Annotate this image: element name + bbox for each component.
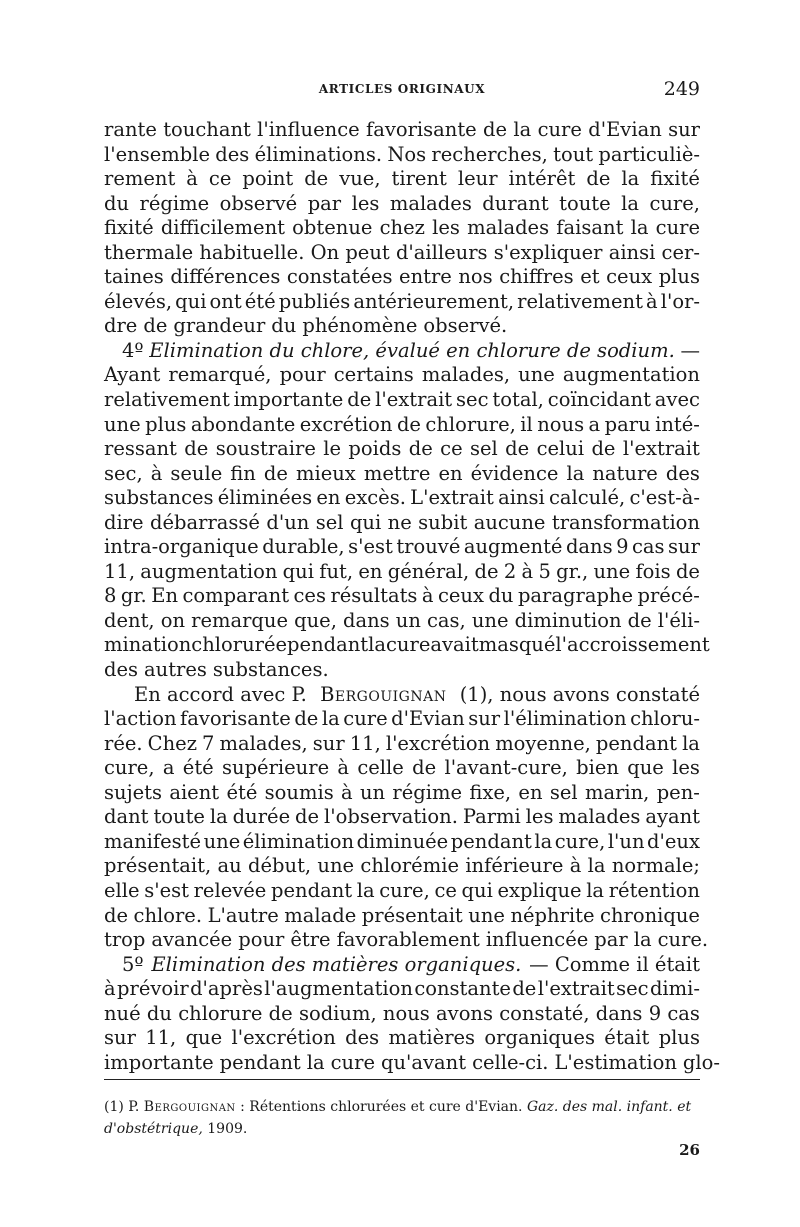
section-4-dash: — (680, 338, 700, 362)
text-line: elle s'est relevée pendant la cure, ce qui explique la rétention (104, 878, 700, 902)
paragraph-intro (104, 118, 700, 339)
text-line: dent, on remarque que, dans un cas, une diminution de l'éli- (104, 608, 700, 632)
footnote-text: : Rétentions chlorurées et cure d'Evian. (240, 1099, 523, 1115)
footnote-line-2 (104, 1118, 700, 1140)
text-line: de chlore. L'autre malade présentait une néphrite chronique (104, 903, 700, 927)
text-line: taines différences constatées entre nos chiffres et ceux plus (104, 265, 700, 289)
body-text (104, 118, 720, 1075)
footnote-author: Bergouignan (143, 1099, 236, 1115)
section-5-heading (104, 953, 700, 978)
text-line: ressant de soustraire le poids de ce sel de celui de l'extrait (104, 437, 700, 461)
paragraph-6 (104, 977, 720, 1075)
text-line: fixité difficilement obtenue chez les malades faisant la cure (104, 216, 700, 240)
text-line: 8 gr. En comparant ces résultats à ceux du paragraphe précé- (104, 584, 700, 608)
section-5-rest: — Comme il était (529, 952, 700, 976)
paragraph-5-first-line (104, 683, 700, 708)
footnote-journal-line2: d'obstétrique, (104, 1121, 203, 1137)
footnote-journal: Gaz. des mal. infant. et (526, 1099, 692, 1115)
signature-mark: 26 (679, 1141, 700, 1159)
text-line: sec, à seule fin de mieux mettre en évidence la nature des (104, 461, 700, 485)
text-line: dant toute la durée de l'observation. Parmi les malades ayant (104, 805, 700, 829)
paragraph-5-start: En accord avec P. (134, 682, 307, 706)
text-line: l'action favorisante de la cure d'Evian sur l'élimination chloru- (104, 707, 700, 731)
paragraph-4 (104, 363, 710, 682)
text-line: relativement importante de l'extrait sec total, coïncidant avec (104, 388, 700, 412)
author-name: Bergouignan (320, 682, 447, 706)
section-5-title: Elimination des matières organiques. (151, 952, 522, 976)
text-line: rante touchant l'influence favorisante de la cure d'Evian sur (104, 118, 700, 141)
text-line: dire débarrassé d'un sel qui ne subit aucune transformation (104, 510, 700, 534)
text-line: Ayant remarqué, pour certains malades, une augmentation (104, 363, 700, 387)
footnote (104, 1096, 700, 1140)
text-line: une plus abondante excrétion de chlorure, il nous a paru inté- (104, 412, 700, 436)
text-line: rement à ce point de vue, tirent leur intérêt de la fixité (104, 167, 700, 191)
text-line: nué du chlorure de sodium, nous avons constaté, dans 9 cas (104, 1001, 700, 1025)
text-line: thermale habituelle. On peut d'ailleurs s'expliquer ainsi cer- (104, 240, 700, 264)
text-line: 11, augmentation qui fut, en général, de 2 à 5 gr., une fois de (104, 559, 700, 583)
text-line: intra-organique durable, s'est trouvé augmenté dans 9 cas sur (104, 535, 700, 559)
footnote-year: 1909. (207, 1121, 248, 1137)
footnote-marker: (1) P. (104, 1099, 140, 1115)
text-line: importante pendant la cure qu'avant celle-ci. L'estimation glo- (104, 1050, 720, 1074)
text-line: à prévoir d'après l'augmentation constante de l'extrait sec dimi- (104, 977, 700, 1001)
running-title: ARTICLES ORIGINAUX (318, 82, 486, 96)
page-header (104, 78, 700, 102)
page-number: 249 (663, 78, 700, 100)
text-line: cure, a été supérieure à celle de l'avant-cure, bien que les (104, 756, 700, 780)
text-line: manifesté une élimination diminuée pendant la cure, l'un d'eux (104, 829, 700, 853)
text-line: substances éliminées en excès. L'extrait ainsi calculé, c'est-à- (104, 486, 700, 510)
paragraph-5-rest: (1), nous avons constaté (459, 682, 700, 706)
text-line: sujets aient été soumis à un régime fixe, en sel marin, pen- (104, 780, 700, 804)
footnote-rule (104, 1079, 700, 1080)
text-line: présentait, au début, une chlorémie inférieure à la normale; (104, 854, 700, 878)
footnote-line-1 (104, 1096, 700, 1118)
text-line: du régime observé par les malades durant toute la cure, (104, 191, 700, 215)
section-5-number: 5º (122, 952, 144, 976)
paragraph-5 (104, 707, 709, 952)
text-line: des autres substances. (104, 658, 329, 682)
text-line: mination chlorurée pendant la cure avait masqué l'accroissement (104, 633, 710, 657)
section-4-heading (104, 339, 700, 364)
text-line: élevés, qui ont été publiés antérieurement, relativement à l'or- (104, 289, 700, 313)
text-line: dre de grandeur du phénomène observé. (104, 314, 508, 338)
text-line: rée. Chez 7 malades, sur 11, l'excrétion moyenne, pendant la (104, 731, 700, 755)
text-line: sur 11, que l'excrétion des matières organiques était plus (104, 1026, 700, 1050)
section-4-number: 4º (122, 338, 144, 362)
section-4-title: Elimination du chlore, évalué en chlorure de sodium. (149, 338, 675, 362)
text-line: l'ensemble des éliminations. Nos recherches, tout particuliè- (104, 142, 700, 166)
text-line: trop avancée pour être favorablement influencée par la cure. (104, 928, 709, 952)
